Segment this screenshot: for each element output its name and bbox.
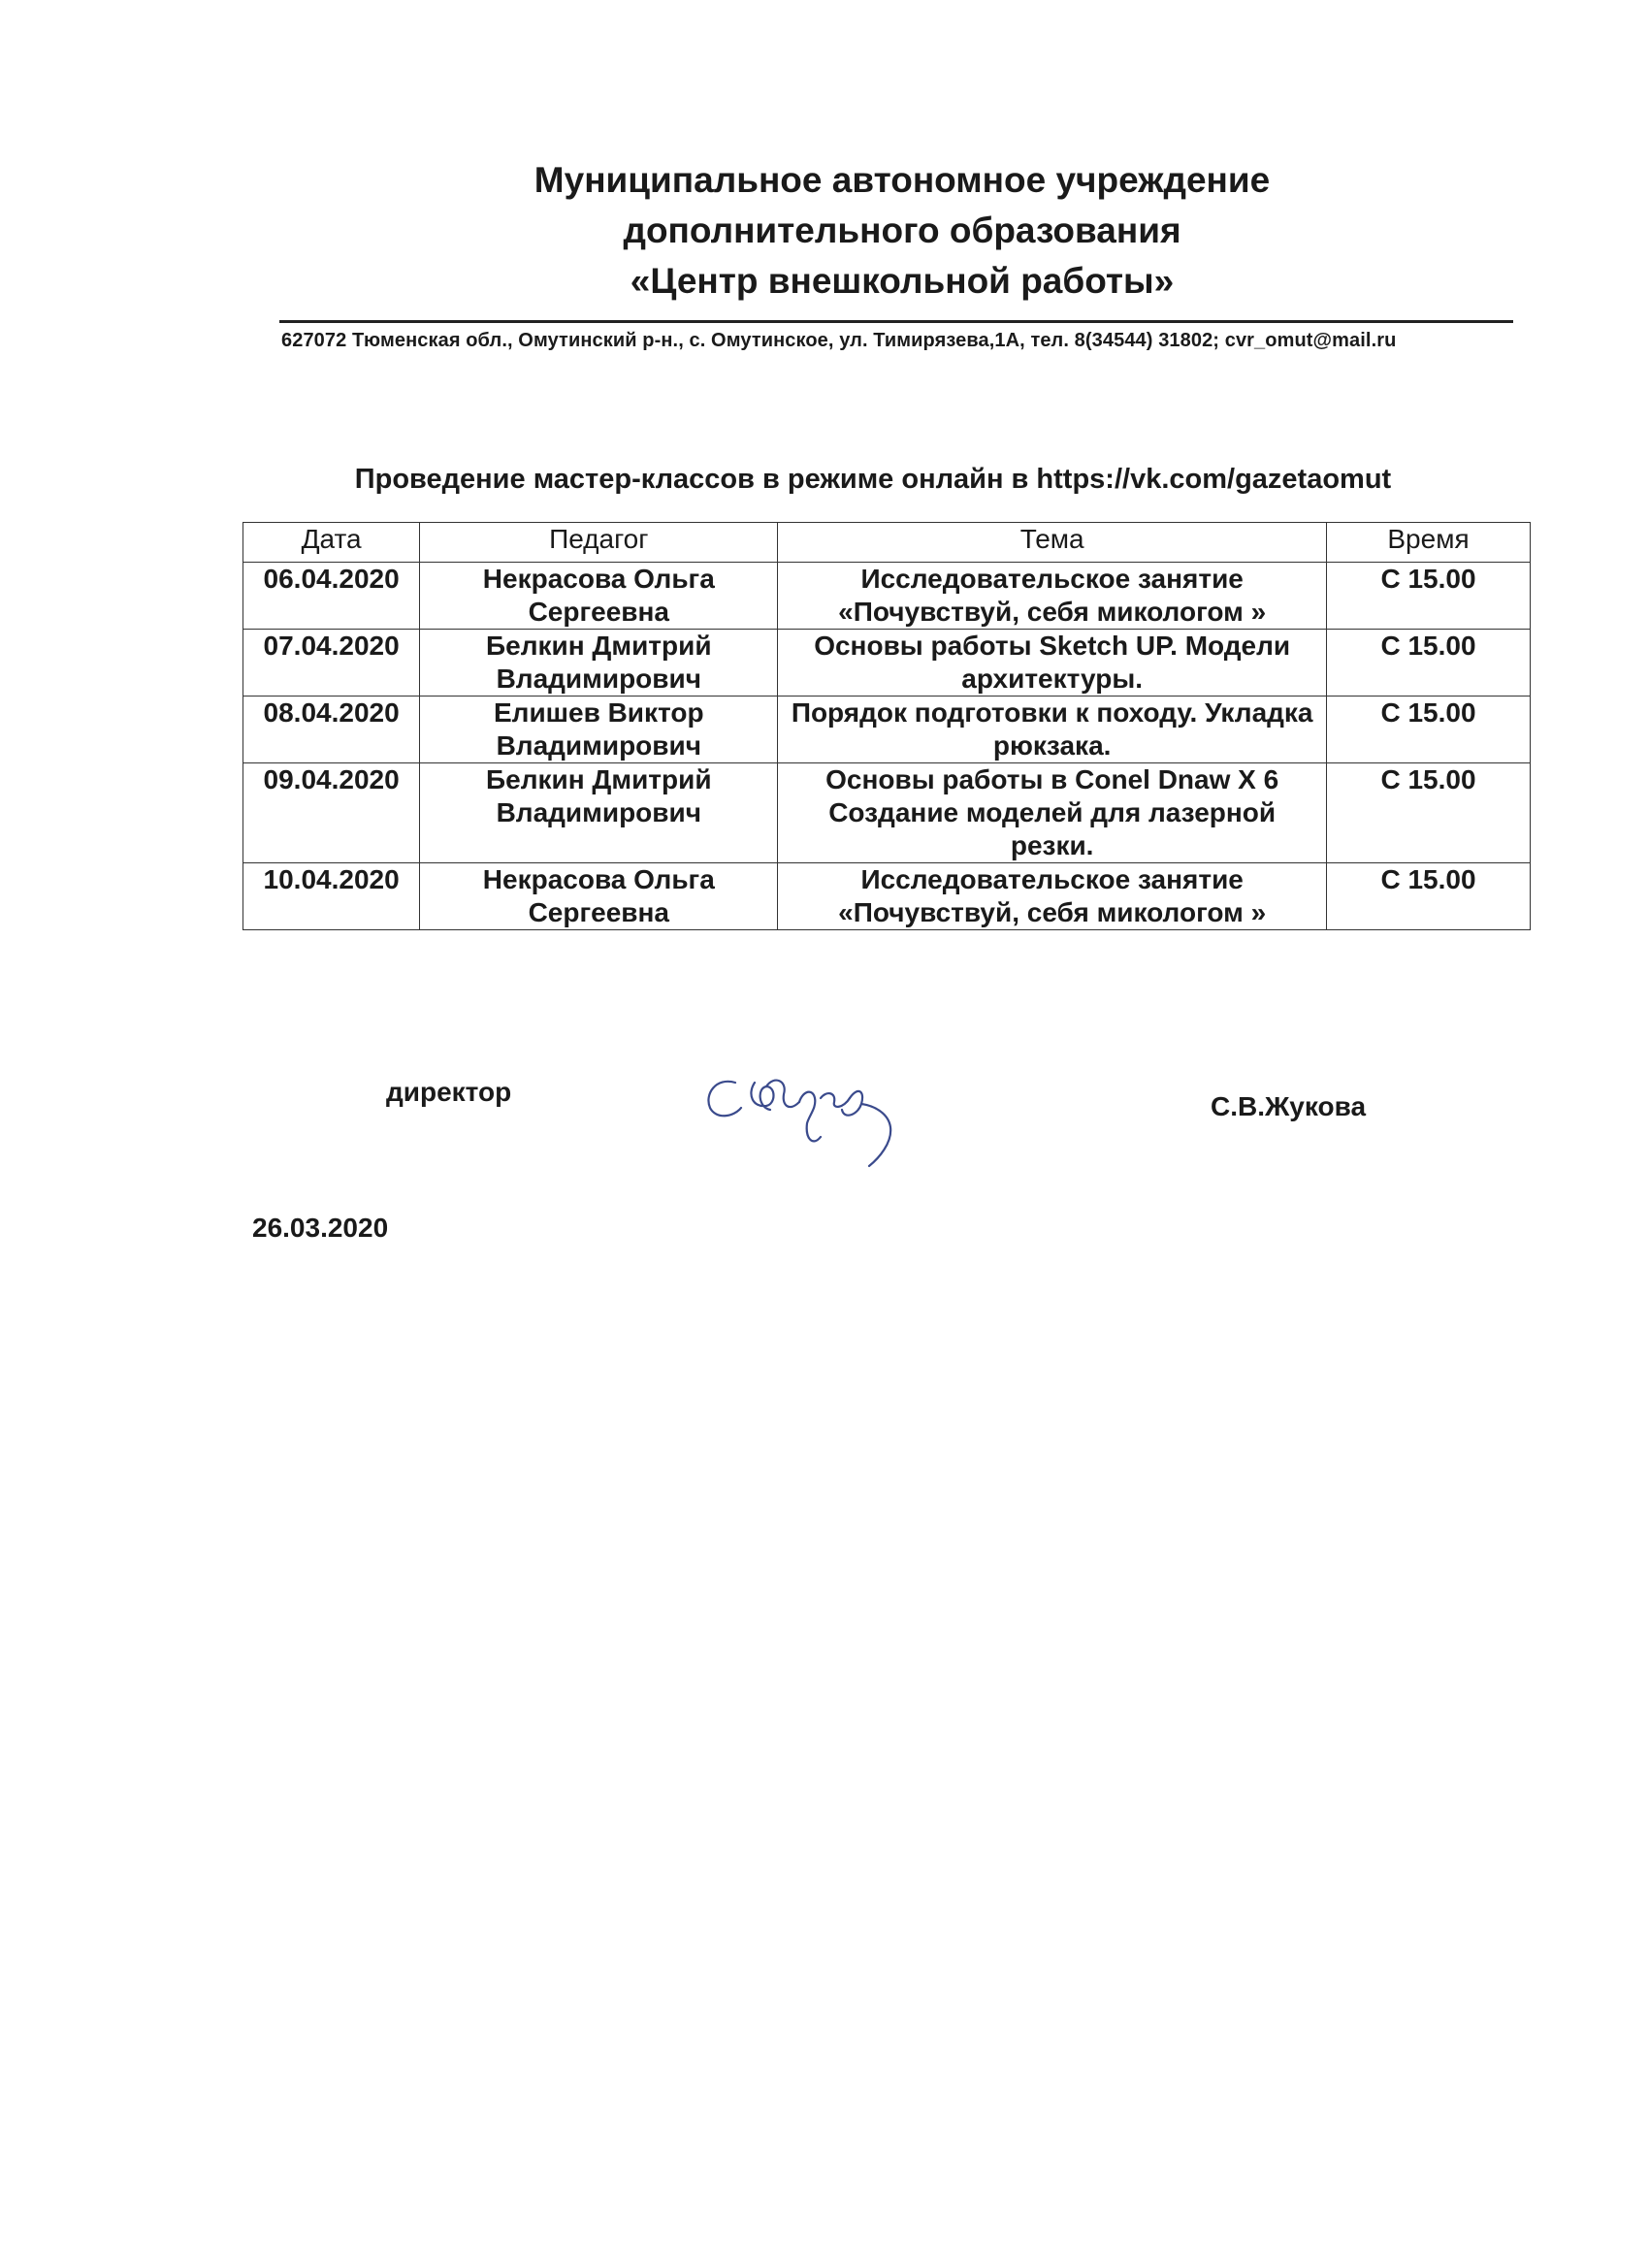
cell-teacher: Белкин Дмитрий Владимирович [420, 763, 778, 863]
cell-date: 07.04.2020 [243, 630, 420, 697]
organization-title-line3: «Центр внешкольной работы» [630, 261, 1175, 301]
cell-teacher: Елишев Виктор Владимирович [420, 697, 778, 763]
table-row [243, 697, 1531, 763]
cell-date: 09.04.2020 [243, 763, 420, 863]
cell-time: С 15.00 [1326, 630, 1530, 697]
cell-time: С 15.00 [1326, 863, 1530, 930]
cell-topic: Основы работы в Conel Dnaw X 6 Создание моделей для лазерной резки. [778, 763, 1327, 863]
cell-topic: Основы работы Sketch UP. Модели архитектуры. [778, 630, 1327, 697]
column-header-date: Дата [243, 523, 420, 563]
column-header-time: Время [1326, 523, 1530, 563]
cell-teacher: Некрасова Ольга Сергеевна [420, 863, 778, 930]
document-heading: Проведение мастер-классов в режиме онлайн в https://vk.com/gazetaomut [354, 464, 1392, 495]
document-date: 26.03.2020 [252, 1213, 389, 1243]
cell-topic: Исследовательское занятие «Почувствуй, себя микологом » [778, 563, 1327, 630]
table-header-row [243, 523, 1531, 563]
cell-topic: Порядок подготовки к походу. Укладка рюкзака. [778, 697, 1327, 763]
organization-address: 627072 Тюменская обл., Омутинский р-н., с. Омутинское, ул. Тимирязева,1А, тел. 8(34544) 31802; cvr_omut@mail.ru [281, 330, 1397, 351]
table-row [243, 630, 1531, 697]
cell-topic: Исследовательское занятие «Почувствуй, себя микологом » [778, 863, 1327, 930]
table-row [243, 563, 1531, 630]
handwritten-signature-icon [698, 1065, 922, 1172]
table-row [243, 863, 1531, 930]
cell-teacher: Некрасова Ольга Сергеевна [420, 563, 778, 630]
signatory-name: С.В.Жукова [1211, 1091, 1367, 1121]
organization-title [369, 155, 1436, 307]
cell-time: С 15.00 [1326, 563, 1530, 630]
schedule-table [242, 522, 1531, 930]
signatory-role: директор [386, 1077, 512, 1107]
column-header-topic: Тема [778, 523, 1327, 563]
cell-date: 08.04.2020 [243, 697, 420, 763]
cell-time: С 15.00 [1326, 763, 1530, 863]
cell-teacher: Белкин Дмитрий Владимирович [420, 630, 778, 697]
cell-date: 06.04.2020 [243, 563, 420, 630]
organization-title-line1: Муниципальное автономное учреждение [534, 160, 1271, 200]
organization-title-line2: дополнительного образования [623, 211, 1181, 250]
cell-date: 10.04.2020 [243, 863, 420, 930]
table-row [243, 763, 1531, 863]
header-divider [279, 320, 1513, 323]
cell-time: С 15.00 [1326, 697, 1530, 763]
column-header-teacher: Педагог [420, 523, 778, 563]
